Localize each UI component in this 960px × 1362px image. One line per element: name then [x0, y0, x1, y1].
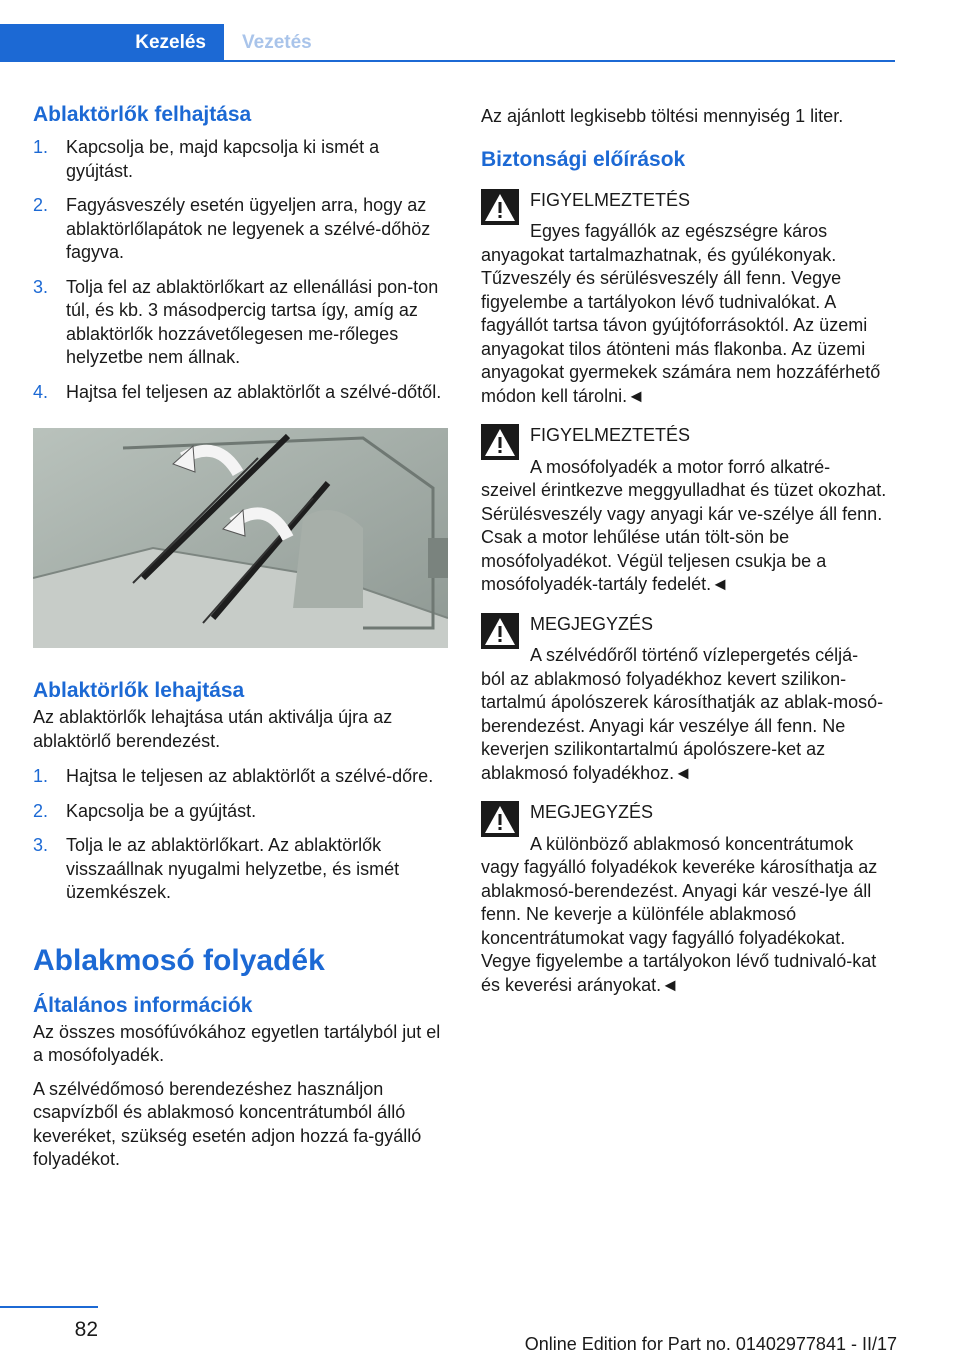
list-item — [33, 800, 448, 824]
list-item — [33, 136, 448, 183]
fold-down-steps — [33, 765, 448, 905]
note-text: vagy fagyálló folyadékok keveréke károsíthatja az ablakmosó-berendezést. Anyagi kár veszé-lye áll fenn. Ne keverje a különféle ablakmosó koncentrátumokat vagy fagyálló folyadékokat. Vegye figyelembe a tartályokon lévő tudnivaló-kat és keverési arányokat.◄ — [481, 857, 878, 995]
tab-underline — [224, 60, 895, 62]
note-label: MEGJEGYZÉS — [530, 613, 654, 634]
washer-para-2: A szélvédőmosó berendezéshez használjon csapvízből és ablakmosó koncentrátumból álló keveréket, szükség esetén adjon hozzá fa-gyálló folyadékot. — [33, 1078, 422, 1169]
step-number: 3. — [33, 276, 49, 297]
note-label: MEGJEGYZÉS — [530, 802, 654, 822]
footer-rule — [0, 1306, 98, 1308]
right-column — [481, 100, 897, 1013]
fold-up-steps — [33, 136, 448, 404]
page-number: 82 — [74, 1318, 98, 1341]
list-item — [33, 381, 448, 405]
warning-triangle-icon — [481, 801, 519, 837]
step-number: 4. — [33, 381, 49, 402]
step-text: Hajtsa le teljesen az ablaktörlőt a szélvé-dőre. — [66, 766, 434, 786]
wiper-illustration — [33, 428, 448, 648]
heading-wiper-fold-up: Ablaktörlők felhajtása — [33, 103, 252, 126]
step-text: Kapcsolja be a gyújtást. — [66, 800, 257, 821]
heading-general-info: Általános információk — [33, 993, 253, 1017]
warning-text: anyagokat tartalmazhatnak, és gyúlékonyak. Tűzveszély és sérülésveszély áll fenn. Vegye figyelembe a tartályokon lévő tudnivalókat. A fagyállót tartsa távon gyújtóforrásoktól. Az üzemi anyagokat tilos átönteni más flakonba. Az üzemi anyagokat gyermekek számára nem hozzáférhető módon kell tárolni.◄ — [481, 244, 881, 406]
warning-triangle-icon — [481, 424, 519, 460]
heading-washer-fluid: Ablakmosó folyadék — [33, 943, 325, 977]
list-item — [33, 194, 448, 265]
note-block — [481, 613, 897, 786]
step-text: Hajtsa fel teljesen az ablaktörlőt a szélvé-dőtől. — [66, 381, 442, 402]
heading-safety: Biztonsági előírások — [481, 147, 686, 171]
heading-wiper-fold-down: Ablaktörlők lehajtása — [33, 679, 245, 702]
step-number: 1. — [33, 137, 49, 157]
warning-triangle-icon — [481, 189, 519, 225]
list-item — [33, 834, 448, 905]
section-tabs — [0, 24, 895, 62]
tab-vezetes[interactable]: Vezetés — [242, 32, 312, 53]
warning-text-start: Egyes fagyállók az egészségre káros — [530, 221, 828, 241]
washer-para-1: Az összes mosófúvókához egyetlen tartályból jut el a mosófolyadék. — [33, 1021, 441, 1065]
step-text: Tolja le az ablaktörlőkart. Az ablaktörlők visszaállnak nyugalmi helyzetbe, és ismét üzemkészek. — [66, 835, 400, 902]
warning-label: FIGYELMEZTETÉS — [530, 425, 691, 445]
min-fill-quantity: Az ajánlott legkisebb töltési mennyiség 1 liter. — [481, 106, 844, 126]
list-item — [33, 765, 448, 789]
warning-block — [481, 424, 897, 597]
note-text-start: A különböző ablakmosó koncentrátumok — [530, 833, 854, 854]
warning-label: FIGYELMEZTETÉS — [530, 189, 691, 210]
left-column — [33, 100, 448, 1172]
warning-block — [481, 189, 897, 409]
warning-triangle-icon — [481, 613, 519, 649]
step-text: Fagyásveszély esetén ügyeljen arra, hogy az ablaktörlőlapátok ne legyenek a szélvé-dőhöz fagyva. — [66, 195, 431, 262]
edition-line: Online Edition for Part no. 01402977841 - II/17 — [524, 1334, 897, 1354]
step-number: 2. — [33, 800, 49, 821]
step-number: 3. — [33, 835, 49, 855]
warning-text: szeivel érintkezve meggyulladhat és tüzet okozhat. Sérülésveszély vagy anyagi kár ve-szélye áll fenn. Csak a motor lehűlése után tölt-sön be mosófolyadékot. Végül teljesen csukja be a mosófolyadék-tartály fedelét.◄ — [481, 480, 887, 594]
list-item — [33, 276, 448, 370]
step-text: Tolja fel az ablaktörlőkart az ellenállási pon-ton túl, és kb. 3 másodpercig tartsa így, amíg az ablaktörlők hozzávetőlegesen me-rőleges helyzetbe nem állnak. — [66, 276, 439, 367]
fold-down-intro: Az ablaktörlők lehajtása után aktiválja újra az ablaktörlő berendezést. — [33, 707, 393, 751]
tab-kezeles[interactable]: Kezelés — [0, 24, 224, 62]
warning-text-start: A mosófolyadék a motor forró alkatré- — [530, 456, 831, 477]
note-text-start: A szélvédőről történő vízlepergetés céljá- — [530, 645, 859, 665]
note-block — [481, 801, 897, 997]
step-number: 2. — [33, 195, 49, 215]
note-text: ból az ablakmosó folyadékhoz kevert szilikon-tartalmú ápolószerek károsíthatják az ablak-mosó-berendezést. Anyagi kár veszélye áll fenn. Ne keverjen szilikontartalmú ápolószere-ket az ablakmosó folyadékhoz.◄ — [481, 668, 884, 783]
step-text: Kapcsolja be, majd kapcsolja ki ismét a gyújtást. — [66, 137, 380, 181]
step-number: 1. — [33, 766, 49, 786]
